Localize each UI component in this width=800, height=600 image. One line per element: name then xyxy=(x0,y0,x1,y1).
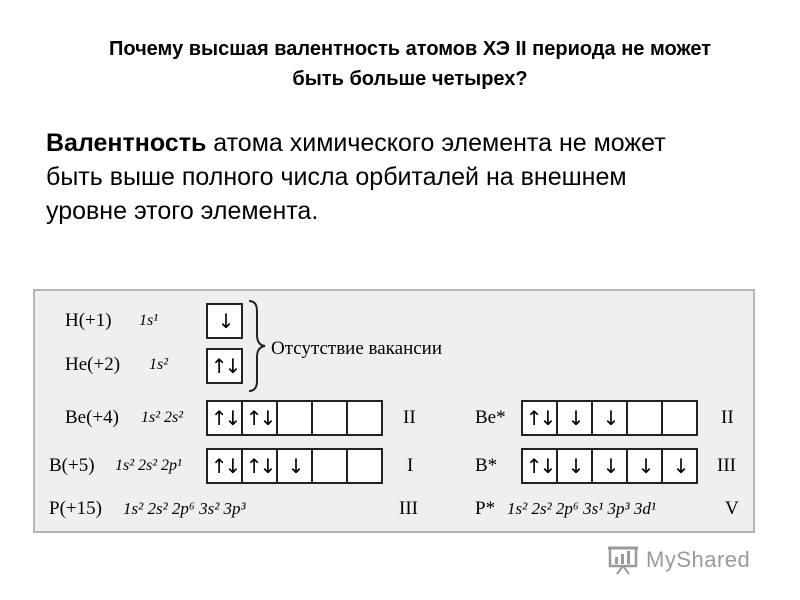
be-excited-orbital-box: ↓ xyxy=(556,400,593,436)
b-excited-orbital-box: ↓ xyxy=(626,448,663,484)
b-label: B(+5) xyxy=(49,455,95,476)
presentation-board-icon xyxy=(606,545,640,575)
b-config: 1s² 2s² 2p¹ xyxy=(115,457,182,474)
b-excited-label: B* xyxy=(475,455,498,476)
be-excited-valence: II xyxy=(721,407,734,428)
h-label: H(+1) xyxy=(65,310,112,331)
b-orbital-box xyxy=(346,448,383,484)
be-orbital-box: ↑↓ xyxy=(241,400,278,436)
p-config: 1s² 2s² 2p⁶ 3s² 3p³ xyxy=(123,499,246,518)
be-label: Be(+4) xyxy=(65,407,119,428)
definition-text xyxy=(46,126,766,228)
b-excited-valence: III xyxy=(717,455,736,476)
p-valence: III xyxy=(399,498,418,519)
b-orbital-box: ↓ xyxy=(276,448,313,484)
b-excited-orbital-boxes xyxy=(521,448,698,484)
be-orbital-box xyxy=(276,400,313,436)
be-orbital-box xyxy=(311,400,348,436)
p-excited-valence: V xyxy=(725,498,739,519)
be-excited-label: Be* xyxy=(475,407,506,428)
p-excited-label: P* xyxy=(475,498,496,519)
p-excited-config: 1s² 2s² 2p⁶ 3s¹ 3p³ 3d¹ xyxy=(507,499,656,518)
be-orbital-boxes xyxy=(206,400,383,436)
be-excited-orbital-box: ↑↓ xyxy=(521,400,558,436)
b-valence: I xyxy=(407,455,414,476)
he-orbital-box: ↑↓ xyxy=(206,348,243,384)
p-label: P(+15) xyxy=(49,498,102,519)
watermark-text: MyShared xyxy=(646,547,751,572)
be-excited-orbital-box: ↓ xyxy=(591,400,628,436)
be-valence: II xyxy=(403,407,416,428)
h-orbital-box: ↓ xyxy=(206,303,243,339)
be-excited-orbital-box xyxy=(661,400,698,436)
slide-title xyxy=(40,34,780,94)
be-config: 1s² 2s² xyxy=(141,409,184,426)
b-excited-orbital-box: ↓ xyxy=(556,448,593,484)
b-orbital-box: ↑↓ xyxy=(206,448,243,484)
orbital-diagram-panel xyxy=(33,289,755,533)
definition-term: Валентность xyxy=(46,129,207,157)
be-excited-orbital-box xyxy=(626,400,663,436)
slide-title-line-1: Почему высшая валентность атомов ХЭ II периода не может xyxy=(108,38,712,60)
b-excited-orbital-box: ↑↓ xyxy=(521,448,558,484)
definition-line-1-rest: атома химического элемента не может xyxy=(206,129,666,157)
be-orbital-box: ↑↓ xyxy=(206,400,243,436)
definition-line-2: быть выше полного числа орбиталей на внешнем xyxy=(46,163,627,191)
slide-title-line-2: быть больше четырех? xyxy=(292,68,528,90)
b-orbital-boxes xyxy=(206,448,383,484)
definition-line-1 xyxy=(46,126,766,160)
b-excited-orbital-box: ↓ xyxy=(661,448,698,484)
he-config: 1s² xyxy=(149,356,169,373)
b-excited-orbital-box: ↓ xyxy=(591,448,628,484)
b-orbital-box: ↑↓ xyxy=(241,448,278,484)
no-vacancy-note: Отсутствие вакансии xyxy=(271,338,442,359)
myshared-watermark xyxy=(606,540,750,580)
h-config: 1s¹ xyxy=(139,312,159,329)
curly-brace-icon xyxy=(245,299,267,393)
definition-line-3: уровне этого элемента. xyxy=(46,197,319,225)
be-excited-orbital-boxes xyxy=(521,400,698,436)
b-orbital-box xyxy=(311,448,348,484)
he-label: He(+2) xyxy=(65,354,121,375)
be-orbital-box xyxy=(346,400,383,436)
